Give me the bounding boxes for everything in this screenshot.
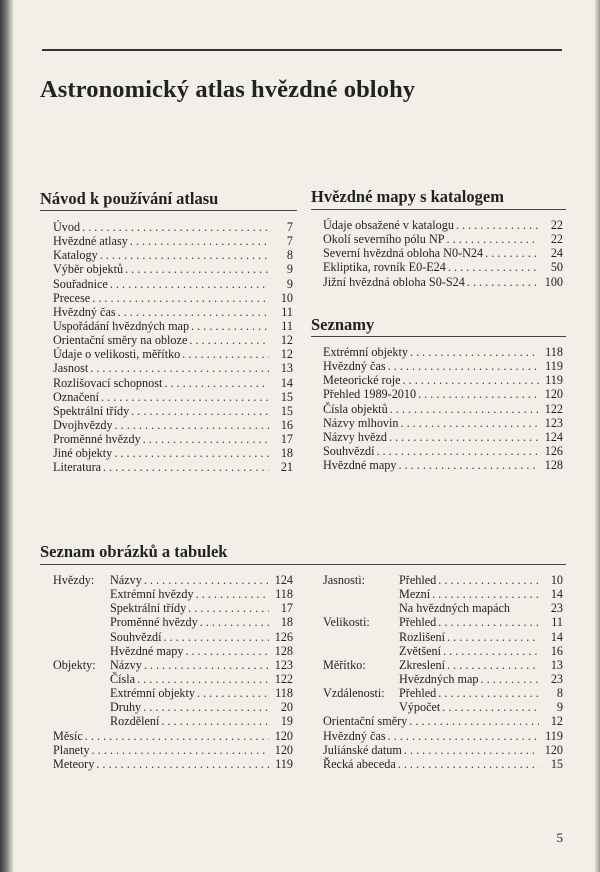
toc-entry-label: Souřadnice [53,276,108,291]
toc-entry [323,218,563,232]
figure-entry-page: 9 [556,700,563,715]
dot-leader [409,714,539,728]
figure-entry-label: Přehled [399,686,437,701]
toc-entry-page: 9 [286,276,293,291]
toc-entry-label: Dvojhvězdy [53,417,113,432]
toc-entry [323,246,563,260]
toc-entry [53,460,293,474]
figure-entry [323,686,563,700]
toc-entry [323,373,563,387]
section-rule-seznamy [311,336,566,337]
figure-entry-label: Přehled [399,573,437,587]
toc-entry-label: Výběr objektů [53,262,124,277]
figure-entry [53,757,293,771]
page-number: 5 [556,830,563,845]
toc-entry [53,262,293,276]
toc-entry-label: Názvy mlhovin [323,415,399,430]
toc-entry-page: 119 [545,373,563,388]
toc-entry [323,359,563,373]
figure-entry-label: Druhy [110,700,142,715]
figure-entry-page: 19 [280,714,293,729]
toc-list-navod [53,220,293,475]
figure-entry [53,686,293,700]
figure-entry [53,714,293,728]
dot-leader [447,630,539,644]
toc-entry [53,248,293,262]
figure-entry-page: 119 [545,728,563,743]
figure-entry [323,601,563,615]
figure-entry-label: Hvězdných map [399,671,479,686]
section-rule-obrazky [40,564,566,565]
figure-entry [53,615,293,629]
dot-leader [92,291,269,305]
figure-entry [53,587,293,601]
figure-entry-page: 14 [550,587,563,602]
figure-entry-page: 15 [550,756,563,771]
toc-entry-page: 12 [280,347,293,362]
figure-entry-page: 119 [275,756,293,771]
toc-entry-page: 10 [280,290,293,305]
figure-entry-category: Juliánské datum [323,742,402,757]
dot-leader [388,359,539,373]
toc-entry-page: 22 [550,218,563,232]
dot-leader [110,277,269,291]
figure-entry [323,700,563,714]
toc-entry-page: 14 [280,375,293,390]
dot-leader [388,729,539,743]
dot-leader [161,714,269,728]
figure-entry-category: Velikosti: [323,615,370,630]
figure-entry-page: 118 [275,587,293,602]
figure-list-right [323,573,563,771]
dot-leader [85,729,269,743]
figure-entry [53,729,293,743]
figure-entry-page: 124 [274,573,293,587]
figure-entry-page: 13 [550,657,563,672]
dot-leader [432,587,539,601]
book-binding-shadow [0,0,14,872]
figure-entry-category: Měsíc [53,728,83,743]
figure-entry-category: Jasnosti: [323,573,365,587]
figure-entry-page: 23 [550,671,563,686]
dot-leader [185,644,269,658]
figure-entry-page: 12 [550,714,563,729]
toc-entry [53,220,293,234]
toc-entry-page: 124 [544,429,563,444]
dot-leader [144,658,269,672]
dot-leader [485,246,539,260]
dot-leader [115,418,269,432]
dot-leader [101,390,269,404]
dot-leader [197,686,269,700]
toc-entry-label: Přehled 1989-2010 [323,387,417,402]
toc-entry-page: 18 [280,446,293,461]
figure-entry-page: 120 [544,742,563,757]
toc-entry [53,432,293,446]
toc-entry-label: Hvězdný čas [53,304,116,319]
figure-entry [53,601,293,615]
toc-entry-page: 126 [544,443,563,458]
figure-entry-page: 126 [274,629,293,644]
toc-entry-label: Hvězdný čas [323,359,386,374]
toc-entry [323,416,563,430]
figure-entry-page: 11 [551,615,563,630]
figure-entry-label: Spektrální třídy [110,601,187,616]
figure-entry [323,587,563,601]
figure-entry-label: Hvězdné mapy [110,643,184,658]
figure-entry [323,644,563,658]
dot-leader [403,373,540,387]
toc-entry-page: 22 [550,232,563,247]
dot-leader [398,458,539,472]
figure-entry-category: Hvězdy: [53,573,95,587]
dot-leader [398,757,539,771]
toc-entry-label: Severní hvězdná obloha N0-N24 [323,246,484,261]
figure-entry [323,658,563,672]
figure-entry-label: Přehled [399,615,437,630]
figure-entry-page: 10 [550,573,563,587]
figure-entry [323,714,563,728]
toc-entry-page: 8 [286,248,293,263]
toc-entry-label: Úvod [53,220,81,234]
figure-entry [53,630,293,644]
toc-entry-page: 119 [545,359,563,374]
toc-entry [53,333,293,347]
figure-entry-label: Mezní [399,587,431,602]
figure-entry-category: Objekty: [53,657,96,672]
toc-entry-page: 128 [544,458,563,473]
toc-entry-page: 122 [544,401,563,416]
toc-entry [53,277,293,291]
toc-entry-label: Jasnost [53,361,89,376]
dot-leader [125,262,269,276]
toc-entry-page: 16 [280,417,293,432]
figure-entry-label: Čísla [110,671,136,686]
figure-entry [323,672,563,686]
section-rule-mapy [311,209,566,210]
dot-leader [389,430,539,444]
dot-leader [447,658,539,672]
dot-leader [438,615,539,629]
figure-entry-page: 20 [280,700,293,715]
dot-leader [164,376,269,390]
figure-entry-page: 8 [556,686,563,701]
dot-leader [438,573,539,587]
dot-leader [200,615,269,629]
figure-entry-category: Řecká abeceda [323,756,396,771]
toc-entry-label: Katalogy [53,248,98,263]
figure-entry-page: 123 [274,657,293,672]
section-rule-navod [40,210,297,211]
top-rule [42,49,562,51]
toc-entry-label: Meteorické roje [323,373,401,388]
toc-entry [323,260,563,274]
figure-entry-category: Měřítko: [323,657,366,672]
toc-entry-label: Proměnné hvězdy [53,432,141,447]
figure-entry [53,743,293,757]
dot-leader [90,361,269,375]
section-title-navod: Návod k používání atlasu [40,189,219,208]
toc-entry-page: 9 [286,262,293,277]
toc-entry-label: Precese [53,290,91,305]
toc-entry-page: 15 [280,403,293,418]
toc-entry-label: Spektrální třídy [53,403,130,418]
dot-leader [82,220,269,234]
dot-leader [456,218,539,232]
toc-entry [53,418,293,432]
section-title-seznamy: Seznamy [311,315,375,334]
figure-entry-label: Proměnné hvězdy [110,615,198,630]
dot-leader [100,248,269,262]
toc-entry-page: 7 [286,234,293,249]
toc-entry-page: 123 [544,415,563,430]
dot-leader [418,387,539,401]
figure-entry-label: Na hvězdných mapách [399,601,510,616]
figure-entry-label: Souhvězdí [110,629,162,644]
figure-entry [323,743,563,757]
figure-entry-label: Zkreslení [399,657,446,672]
toc-entry-label: Údaje obsažené v katalogu [323,218,454,232]
figure-entry-category: Vzdálenosti: [323,686,385,701]
figure-entry-label: Názvy [110,573,142,587]
figure-entry-page: 118 [275,686,293,701]
dot-leader [376,444,539,458]
dot-leader [182,347,269,361]
toc-entry [53,390,293,404]
toc-entry-page: 118 [545,345,563,359]
toc-entry-page: 17 [280,432,293,447]
dot-leader [189,333,269,347]
figure-entry-category: Planety [53,742,90,757]
toc-entry-label: Rozlišovací schopnost [53,375,163,390]
toc-entry-label: Jiné objekty [53,446,113,461]
figure-entry [53,658,293,672]
figure-entry-page: 18 [280,615,293,630]
dot-leader [438,686,539,700]
figure-entry [53,644,293,658]
figure-entry-label: Rozlišení [399,629,446,644]
dot-leader [143,432,269,446]
toc-entry-page: 11 [281,318,293,333]
toc-entry-page: 50 [550,260,563,275]
dot-leader [144,573,269,587]
toc-entry [53,446,293,460]
figure-entry-page: 128 [274,643,293,658]
dot-leader [96,757,269,771]
dot-leader [448,260,539,274]
figure-entry-page: 120 [274,728,293,743]
toc-entry-label: Okolí severního pólu NP [323,232,445,247]
figure-entry-page: 23 [550,601,563,616]
toc-entry [323,444,563,458]
dot-leader [114,446,269,460]
dot-leader [467,275,539,289]
figure-entry [53,573,293,587]
dot-leader [191,319,269,333]
dot-leader [143,700,269,714]
dot-leader [131,404,269,418]
toc-entry-label: Extrémní objekty [323,345,408,359]
figure-entry-label: Názvy [110,657,142,672]
page-title: Astronomický atlas hvězdné oblohy [40,76,416,103]
dot-leader [400,416,539,430]
toc-entry [53,291,293,305]
toc-list-mapy [323,218,563,289]
figure-entry-category: Orientační směry [323,714,408,729]
dot-leader [390,402,539,416]
toc-entry [323,458,563,472]
section-title-mapy: Hvězdné mapy s katalogem [311,187,504,206]
figure-entry [323,630,563,644]
toc-entry-label: Ekliptika, rovník E0-E24 [323,260,446,275]
toc-entry [53,234,293,248]
dot-leader [103,460,269,474]
toc-entry [323,275,563,289]
figure-entry-category: Meteory [53,756,95,771]
dot-leader [130,234,269,248]
figure-entry [53,700,293,714]
toc-entry-label: Orientační směry na obloze [53,333,188,348]
toc-entry-page: 7 [286,220,293,234]
toc-entry-label: Hvězdné atlasy [53,234,128,249]
toc-entry-label: Uspořádání hvězdných map [53,318,190,333]
dot-leader [443,644,539,658]
page-edge-shadow [594,0,600,872]
dot-leader [92,743,269,757]
figure-entry-label: Výpočet [399,700,441,715]
figure-entry-label: Zvětšení [399,643,441,658]
dot-leader [410,345,539,359]
figure-entry [323,615,563,629]
toc-entry [323,430,563,444]
dot-leader [137,672,269,686]
toc-entry-page: 12 [280,333,293,348]
toc-entry-label: Názvy hvězd [323,429,387,444]
figure-entry-category: Hvězdný čas [323,728,386,743]
toc-entry-label: Hvězdné mapy [323,458,397,473]
toc-entry-page: 21 [280,460,293,475]
toc-entry-page: 15 [280,389,293,404]
toc-entry-page: 13 [280,361,293,376]
figure-list-left [53,573,293,771]
section-title-obrazky: Seznam obrázků a tabulek [40,542,228,561]
figure-entry-page: 122 [274,671,293,686]
figure-entry [323,573,563,587]
toc-entry [323,402,563,416]
toc-entry-page: 120 [544,387,563,402]
toc-entry-page: 100 [544,274,563,289]
toc-entry-label: Literatura [53,460,102,475]
dot-leader [196,587,269,601]
figure-entry-page: 14 [550,629,563,644]
figure-entry-label: Extrémní hvězdy [110,587,194,602]
dot-leader [481,672,539,686]
toc-entry-label: Souhvězdí [323,443,375,458]
toc-entry [323,387,563,401]
figure-entry [323,729,563,743]
dot-leader [404,743,539,757]
toc-entry [323,345,563,359]
toc-list-seznamy [323,345,563,472]
figure-entry-page: 17 [280,601,293,616]
toc-entry [53,361,293,375]
dot-leader [163,630,269,644]
figure-entry-label: Extrémní objekty [110,686,195,701]
toc-entry [53,376,293,390]
figure-entry [53,672,293,686]
figure-entry [323,757,563,771]
toc-entry-page: 11 [281,304,293,319]
toc-entry-label: Jižní hvězdná obloha S0-S24 [323,274,465,289]
dot-leader [442,700,539,714]
toc-entry-page: 24 [550,246,563,261]
toc-entry [53,305,293,319]
toc-entry-label: Označení [53,389,100,404]
figure-entry-label: Rozdělení [110,714,160,729]
figure-entry-page: 16 [550,643,563,658]
toc-entry [53,319,293,333]
toc-entry [53,404,293,418]
dot-leader [447,232,539,246]
toc-entry-label: Údaje o velikosti, měřítko [53,347,181,362]
dot-leader [118,305,269,319]
toc-entry [323,232,563,246]
toc-entry-label: Čísla objektů [323,401,388,416]
toc-entry [53,347,293,361]
dot-leader [188,601,269,615]
figure-entry-page: 120 [274,742,293,757]
